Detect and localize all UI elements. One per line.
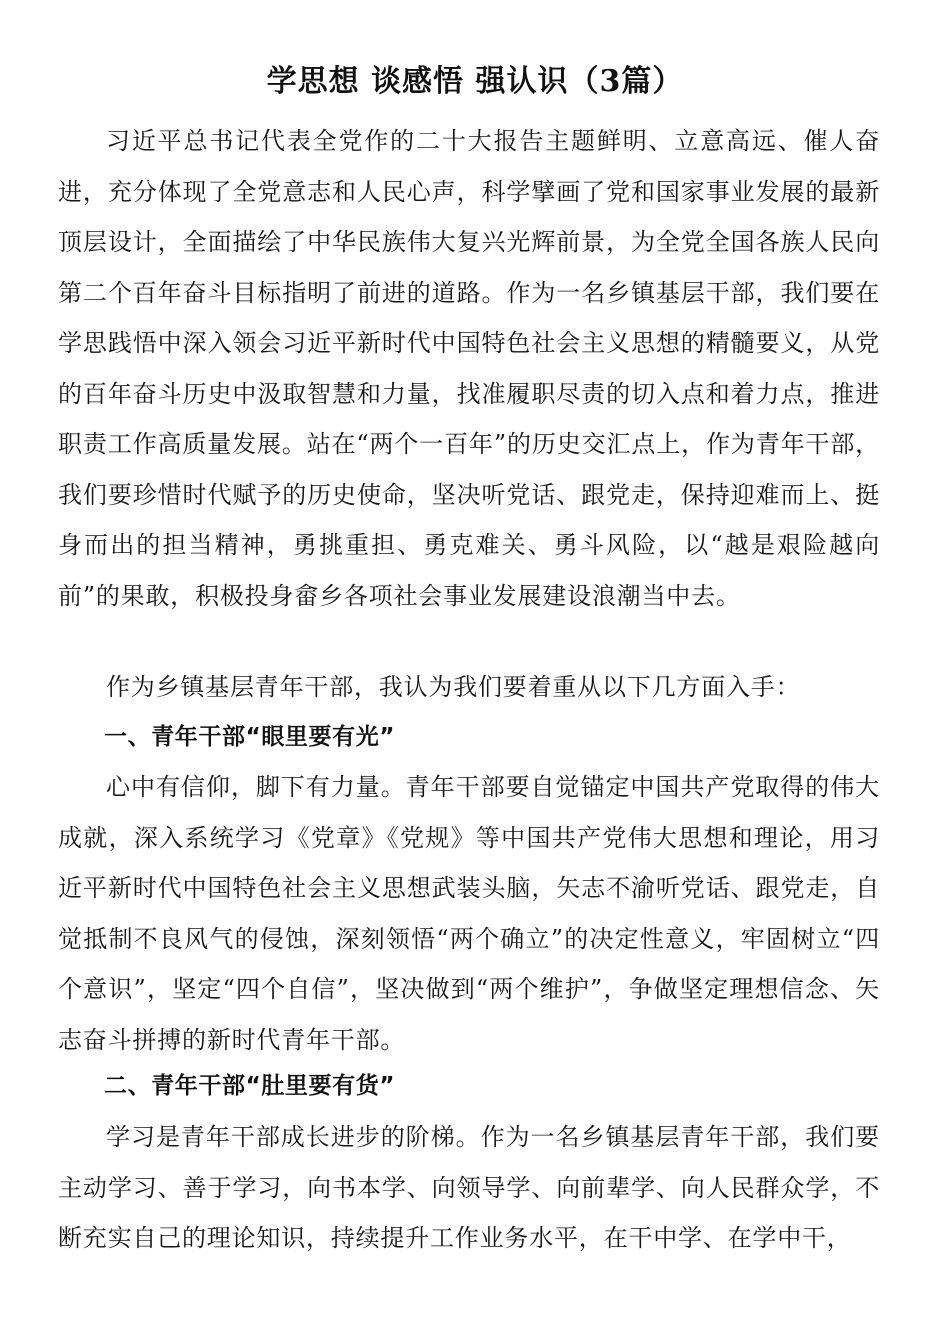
paragraph-text: 习近平总书记代表全党作的二十大报告主题鲜明、立意高远、催人奋进，充分体现了全党意志和人民心声，科学擘画了党和国家事业发展的最新顶层设计，全面描绘了中华民族伟大复兴光辉前景，为全党全国各族人民向第二个百年奋斗目标指明了前进的道路。作为一名乡镇基层干部，我们要在学思践悟中深入领会习近平新时代中国特色社会主义思想的精髓要义，从党的百年奋斗历史中汲取智慧和力量，找准履职尽责的切入点和着力点，推进职责工作高质量发展。站在“两个一百年”的历史交汇点上，作为青年干部，我们要珍惜时代赋予的历史使命，坚决听党话、跟党走，保持迎难而上、挺身而出的担当精神，勇挑重担、勇克难关、勇斗风险，以“越是艰险越向前”的果敢，积极投身畲乡各项社会事业发展建设浪潮当中去。 (58, 127, 880, 610)
paragraph-text: 学习是青年干部成长进步的阶梯。作为一名乡镇基层青年干部，我们要主动学习、善于学习，向书本学、向领导学、向前辈学、向人民群众学，不断充实自己的理论知识，持续提升工作业务水平，在干中学、在学中干， (58, 1123, 880, 1252)
paragraph-text: 心中有信仰，脚下有力量。青年干部要自觉锚定中国共产党取得的伟大成就，深入系统学习《党章》《党规》等中国共产党伟大思想和理论，用习近平新时代中国特色社会主义思想武装头脑，矢志不渝听党话、跟党走，自觉抵制不良风气的侵蚀，深刻领悟“两个确立”的决定性意义，牢固树立“四个意识”，坚定“四个自信”，坚决做到“两个维护”，争做坚定理想信念、矢志奋斗拼搏的新时代青年干部。 (58, 773, 880, 1054)
section-heading-2 (58, 1061, 880, 1112)
section-heading-text: 一、青年干部“眼里要有光” (104, 724, 396, 750)
paragraph-text: 作为乡镇基层青年干部，我认为我们要着重从以下几方面入手： (106, 673, 801, 701)
intro-paragraph (58, 116, 880, 621)
section-heading-1 (58, 712, 880, 763)
document-title: 学思想 谈感悟 强认识（3篇） (266, 64, 684, 99)
section-1-paragraph (58, 762, 880, 1065)
section-heading-text: 二、青年干部“肚里要有货” (104, 1073, 396, 1099)
section-2-paragraph (58, 1112, 880, 1264)
lead-paragraph (58, 662, 880, 713)
